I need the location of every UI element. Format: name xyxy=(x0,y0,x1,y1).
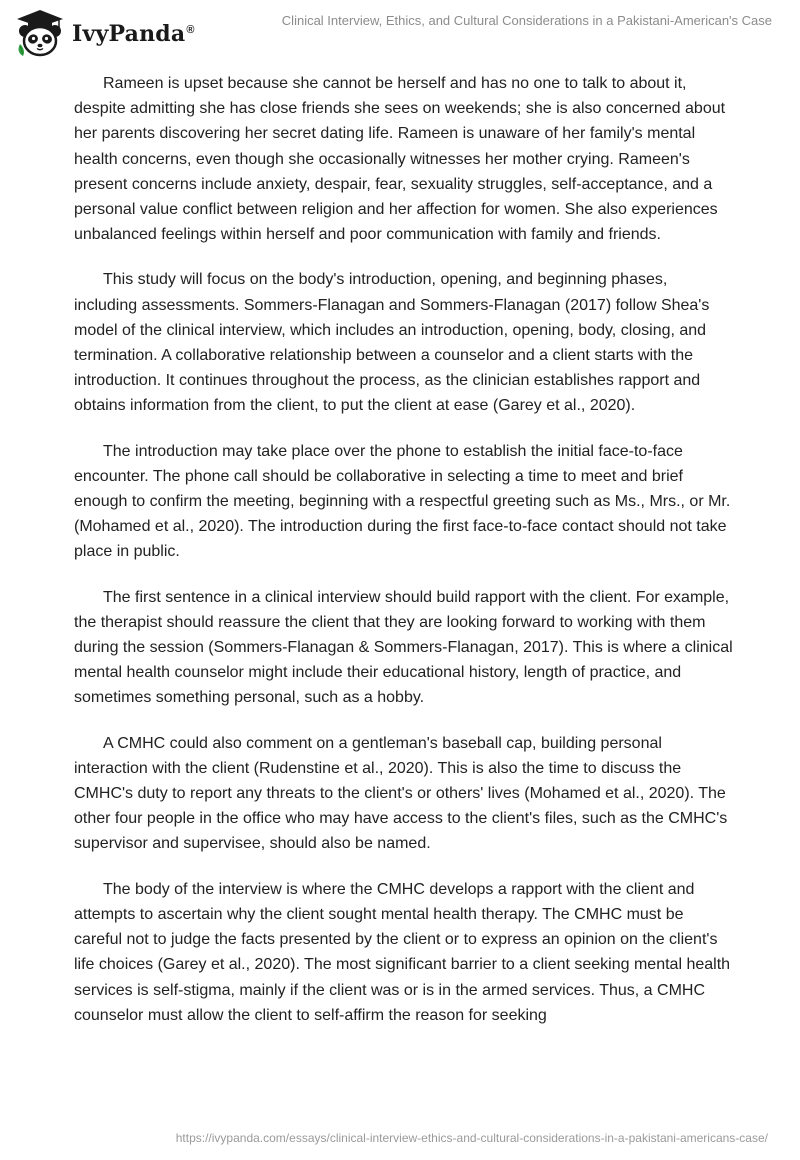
registered-mark: ® xyxy=(186,23,195,36)
brand-name xyxy=(72,21,195,47)
document-title: Clinical Interview, Ethics, and Cultural Considerations in a Pakistani-American's Case xyxy=(281,13,772,28)
page-header xyxy=(0,0,800,60)
paragraph-1: Rameen is upset because she cannot be herself and has no one to talk to about it, despite admitting she has close friends she sees on weekends; she is also concerned about her parents discovering her secret dating life. Rameen is unaware of her family's mental health concerns, even though she occasionally witnesses her mother crying. Rameen's present concerns include anxiety, despair, fear, sexuality struggles, self-acceptance, and a personal value conflict between religion and her affection for women. She also experiences unbalanced feelings within herself and poor communication with family and friends. xyxy=(74,75,726,244)
paragraph-3: The introduction may take place over the phone to establish the initial face-to-face encounter. The phone call should be collaborative in selecting a time to meet and brief enough to confirm the meeting, beginning with a respectful greeting such as Ms., Mrs., or Mr. (Mohamed et al., 2020). The introduction during the first face-to-face contact should not take place in public. xyxy=(74,442,731,561)
paragraph-2: This study will focus on the body's introduction, opening, and beginning phases, including assessments. Sommers-Flanagan and Sommers-Flanagan (2017) follow Shea's model of the clinical interview, which includes an introduction, opening, body, closing, and termination. A collaborative relationship between a counselor and a client starts with the introduction. It continues throughout the process, as the clinician establishes rapport and obtains information from the client, to put the client at ease (Garey et al., 2020). xyxy=(74,271,710,415)
paragraph-5: A CMHC could also comment on a gentleman's baseball cap, building personal interaction with the client (Rudenstine et al., 2020). This is also the time to discuss the CMHC's duty to report any threats to the client's or others' lives (Mohamed et al., 2020). The other four people in the office who may have access to the client's files, such as the CMHC's supervisor and supervisee, should also be named. xyxy=(74,734,728,853)
brand-text: IvyPanda xyxy=(72,21,186,47)
ivypanda-logo[interactable] xyxy=(14,8,195,58)
paragraph-6: The body of the interview is where the CMHC develops a rapport with the client and attempts to ascertain why the client sought mental health therapy. The CMHC must be careful not to judge the facts presented by the client or to express an opinion on the client's life choices (Garey et al., 2020). The most significant barrier to a client seeking mental health services is self-stigma, mainly if the client was or is in the armed services. Thus, a CMHC counselor must allow the client to self-affirm the reason for seeking xyxy=(74,880,731,1024)
panda-graduate-icon xyxy=(14,8,66,58)
essay-body xyxy=(74,71,734,1048)
paragraph-4: The first sentence in a clinical interview should build rapport with the client. For example, the therapist should reassure the client that they are looking forward to working with them during the session (Sommers-Flanagan & Sommers-Flanagan, 2017). This is where a clinical mental health counselor might include their educational history, length of practice, and sometimes something personal, such as a hobby. xyxy=(74,588,733,707)
source-url[interactable]: https://ivypanda.com/essays/clinical-interview-ethics-and-cultural-considerations-in-a-pakistani-americans-case/ xyxy=(175,1131,768,1145)
